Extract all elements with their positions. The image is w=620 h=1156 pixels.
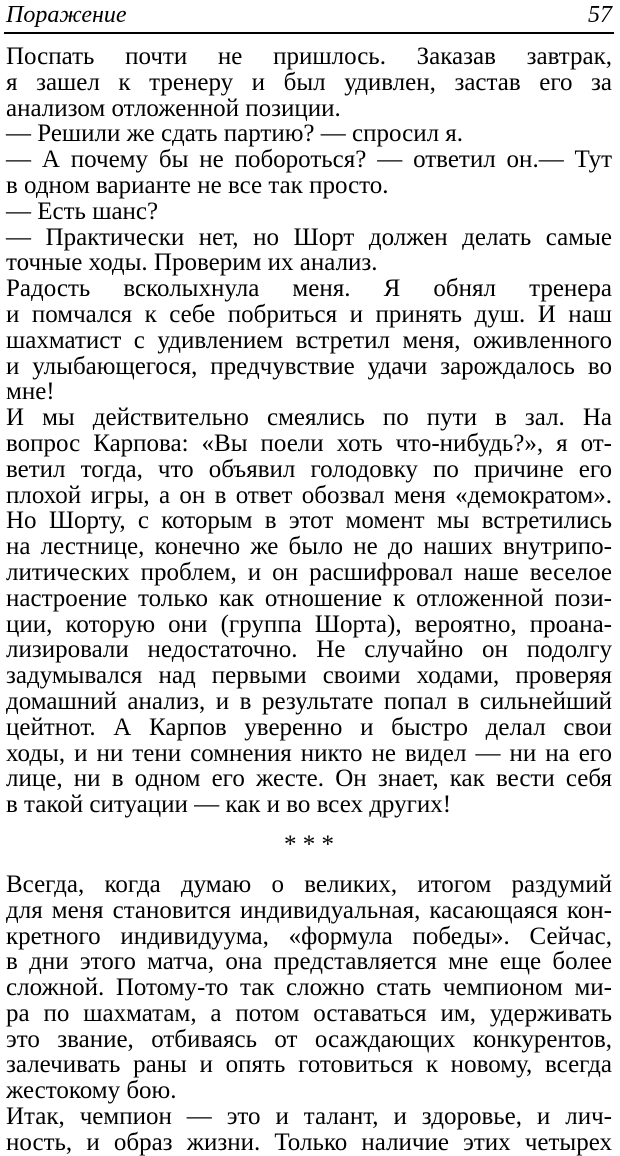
text-line: для меня становится индивидуальная, касающаяся кон- [6, 896, 612, 924]
text-line: Радость всколыхнула меня. Я обнял тренера [6, 275, 612, 303]
text-line: это звание, отбиваясь от осаждающих конкурентов, [6, 1025, 612, 1053]
text-line: жестокому бою. [6, 1077, 177, 1105]
text-line: точные ходы. Проверим их анализ. [6, 249, 378, 277]
page-body [6, 44, 612, 1156]
text-line: Итак, чемпион — это и талант, и здоровье, и лич- [6, 1103, 612, 1131]
text-line: сложной. Потому-то так сложно стать чемпионом ми- [6, 974, 612, 1002]
text-line: Но Шорту, с которым в этот момент мы встретились [6, 507, 612, 535]
text-line: ветил тогда, что объявил голодовку по причине его [6, 455, 612, 483]
text-line: я зашел к тренеру и был удивлен, застав его за [6, 68, 612, 96]
text-line: И мы действительно смеялись по пути в зал. На [6, 404, 612, 432]
text-line: задумывался над первыми своими ходами, проверяя [6, 662, 612, 690]
text-block-1 [6, 44, 612, 818]
page-header [6, 0, 612, 30]
text-line: мне! [6, 378, 55, 406]
text-line: лизировали недостаточно. Не случайно он подолгу [6, 636, 612, 664]
text-line: на лестнице, конечно же было не до наших внутрипо- [6, 533, 612, 561]
text-line: и улыбающегося, предчувствие удачи зарождалось во [6, 352, 612, 380]
text-line: залечивать раны и опять готовиться к новому, всегда [6, 1051, 612, 1079]
text-line: цейтнот. А Карпов уверенно и быстро делал свои [6, 713, 612, 741]
text-line: плохой игры, а он в ответ обозвал меня «демократом». [6, 481, 612, 509]
text-block-2 [6, 872, 612, 1156]
text-line: домашний анализ, и в результате попал в сильнейший [6, 687, 612, 715]
text-line: шахматист с удивлением встретил меня, оживленного [6, 326, 612, 354]
text-line: Всегда, когда думаю о великих, итогом раздумий [6, 870, 612, 898]
text-line: ции, которую они (группа Шорта), вероятно, проана- [6, 610, 612, 638]
section-separator: * * * [284, 830, 334, 858]
header-rule [4, 32, 614, 34]
text-line: настроение только как отношение к отложенной пози- [6, 584, 612, 612]
text-line: ра по шахматам, а потом оставаться им, удерживать [6, 999, 612, 1027]
text-line: и помчался к себе побриться и принять душ. И наш [6, 300, 612, 328]
text-line: — Есть шанс? [6, 197, 159, 225]
text-line: анализом отложенной позиции. [6, 94, 341, 122]
page-number: 57 [588, 2, 612, 28]
text-line: литических проблем, и он расшифровал наше веселое [6, 558, 612, 586]
text-line: ходы, и ни тени сомнения никто не видел — ни на его [6, 739, 612, 767]
running-head: Поражение [6, 2, 127, 28]
text-line: — Решили же сдать партию? — спросил я. [6, 120, 464, 148]
text-line: в одном варианте не все так просто. [6, 171, 389, 199]
text-line: в дни этого матча, она представляется мне еще более [6, 948, 612, 976]
text-line: ность, и образ жизни. Только наличие этих четырех [6, 1128, 612, 1156]
text-line: вопрос Карпова: «Вы поели хоть что-нибудь?», я от- [6, 429, 612, 457]
text-line: в такой ситуации — как и во всех других! [6, 791, 452, 819]
text-line: лице, ни в одном его жесте. Он знает, как вести себя [6, 765, 612, 793]
text-line: Поспать почти не пришлось. Заказав завтрак, [6, 43, 612, 70]
text-line: — А почему бы не побороться? — ответил он.— Тут [6, 146, 612, 174]
text-line: кретного индивидуума, «формула победы». Сейчас, [6, 922, 612, 950]
text-line: — Практически нет, но Шорт должен делать самые [6, 223, 612, 251]
